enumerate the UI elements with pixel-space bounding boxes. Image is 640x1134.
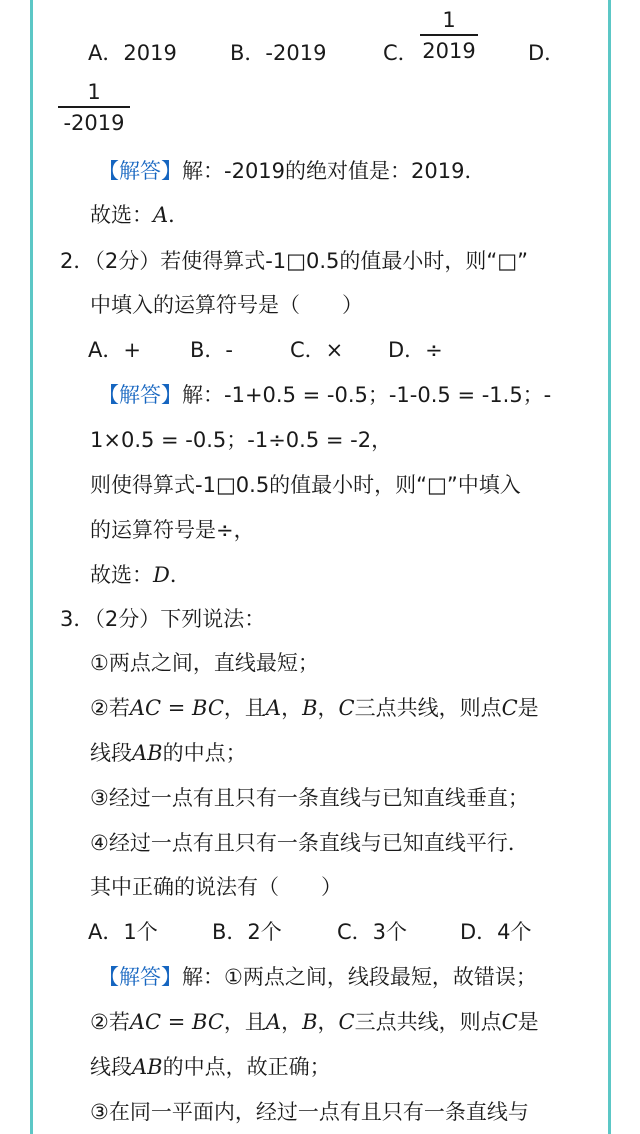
q3-option-d: D．4个 bbox=[460, 920, 532, 944]
math-segment: C bbox=[501, 696, 518, 720]
math-segment: B bbox=[302, 1010, 318, 1034]
q1-option-c-fraction bbox=[420, 8, 478, 63]
answer-tag: 【解答】 bbox=[98, 965, 182, 989]
text-segment: 是 bbox=[517, 696, 539, 720]
math-segment: C bbox=[338, 1010, 355, 1034]
math-segment: B bbox=[302, 696, 318, 720]
left-border bbox=[30, 0, 33, 1134]
choice-label: 故选： bbox=[90, 563, 153, 587]
fraction-numerator: 1 bbox=[442, 8, 456, 32]
text-segment: ， bbox=[281, 696, 303, 720]
choice-letter: D bbox=[153, 563, 170, 587]
q2-option-c: C．× bbox=[290, 338, 344, 362]
q3-statement-4: ④经过一点有且只有一条直线与已知直线平行． bbox=[90, 831, 529, 855]
math-segment: A bbox=[265, 1010, 282, 1034]
q2-answer-line3: 则使得算式-1□0.5的值最小时，则“□”中填入 bbox=[90, 473, 521, 497]
q3-ask: 其中正确的说法有（ ） bbox=[90, 875, 342, 899]
choice-end: ． bbox=[169, 563, 191, 587]
fraction-bar bbox=[420, 34, 478, 36]
text-segment: ， bbox=[317, 1010, 339, 1034]
text-segment: 的中点，故正确； bbox=[162, 1055, 331, 1079]
text-segment: ，且 bbox=[223, 696, 266, 720]
text-segment: 线段 bbox=[90, 741, 132, 765]
q3-statement-3: ③经过一点有且只有一条直线与已知直线垂直； bbox=[90, 786, 529, 810]
fraction-denominator: -2019 bbox=[63, 111, 125, 135]
q2-option-d: D．÷ bbox=[388, 338, 443, 362]
text-segment: 线段 bbox=[90, 1055, 132, 1079]
answer-text: 解：-1+0.5 = -0.5；-1-0.5 = -1.5；- bbox=[182, 383, 552, 407]
q1-answer bbox=[98, 156, 485, 186]
math-segment: AC = BC bbox=[129, 696, 224, 720]
q1-option-d-fraction bbox=[58, 80, 130, 135]
text-segment: ，且 bbox=[223, 1010, 266, 1034]
q2-answer-line1 bbox=[98, 380, 551, 410]
fraction-denominator: 2019 bbox=[422, 39, 476, 63]
text-segment: 是 bbox=[517, 1010, 539, 1034]
q2-answer-line2: 1×0.5 = -0.5；-1÷0.5 = -2， bbox=[90, 428, 393, 452]
text-segment: 的中点； bbox=[162, 741, 247, 765]
q1-option-b: B．-2019 bbox=[230, 41, 327, 65]
math-segment: AB bbox=[132, 741, 163, 765]
text-segment: ， bbox=[281, 1010, 303, 1034]
choice-label: 故选： bbox=[90, 203, 153, 227]
q2-option-b: B．- bbox=[190, 338, 233, 362]
q3-answer-line3 bbox=[90, 1052, 331, 1082]
math-segment: C bbox=[338, 696, 355, 720]
q3-answer-line1 bbox=[98, 962, 537, 992]
q3-option-b: B．2个 bbox=[212, 920, 282, 944]
q1-choice bbox=[90, 200, 189, 230]
q3-stem-line1: 3．（2分）下列说法： bbox=[60, 607, 266, 631]
answer-tag: 【解答】 bbox=[98, 159, 182, 183]
q3-option-c: C．3个 bbox=[337, 920, 408, 944]
q2-choice bbox=[90, 560, 191, 590]
math-segment: AC = BC bbox=[129, 1010, 224, 1034]
q3-option-a: A．1个 bbox=[88, 920, 158, 944]
text-segment: 三点共线，则点 bbox=[354, 696, 502, 720]
choice-end: ． bbox=[168, 203, 190, 227]
q2-answer-line4: 的运算符号是÷， bbox=[90, 518, 255, 542]
answer-tag: 【解答】 bbox=[98, 383, 182, 407]
fraction-numerator: 1 bbox=[87, 80, 101, 104]
math-segment: A bbox=[265, 696, 282, 720]
q2-stem-line2: 中填入的运算符号是（ ） bbox=[90, 293, 363, 317]
math-segment: C bbox=[501, 1010, 518, 1034]
text-segment: 三点共线，则点 bbox=[354, 1010, 502, 1034]
text-segment: ②若 bbox=[90, 1010, 130, 1034]
q1-option-a: A．2019 bbox=[88, 41, 177, 65]
text-segment: ， bbox=[317, 696, 339, 720]
answer-text: 解：-2019的绝对值是：2019． bbox=[182, 159, 486, 183]
q3-answer-line2 bbox=[90, 1007, 539, 1037]
q3-statement-1: ①两点之间，直线最短； bbox=[90, 651, 319, 675]
q2-option-a: A．+ bbox=[88, 338, 141, 362]
q3-statement-2 bbox=[90, 693, 539, 723]
q3-answer-line4: ③在同一平面内，经过一点有且只有一条直线与 bbox=[90, 1100, 529, 1124]
answer-text: 解：①两点之间，线段最短，故错误； bbox=[182, 965, 537, 989]
q3-statement-2-cont bbox=[90, 738, 247, 768]
fraction-bar bbox=[58, 106, 130, 108]
math-segment: AB bbox=[132, 1055, 163, 1079]
right-border bbox=[608, 0, 611, 1134]
q1-option-d: D． bbox=[528, 41, 566, 65]
q2-stem-line1: 2．（2分）若使得算式-1□0.5的值最小时，则“□” bbox=[60, 249, 528, 273]
choice-letter: A bbox=[153, 203, 169, 227]
q1-option-c-prefix: C． bbox=[383, 41, 419, 65]
text-segment: ②若 bbox=[90, 696, 130, 720]
